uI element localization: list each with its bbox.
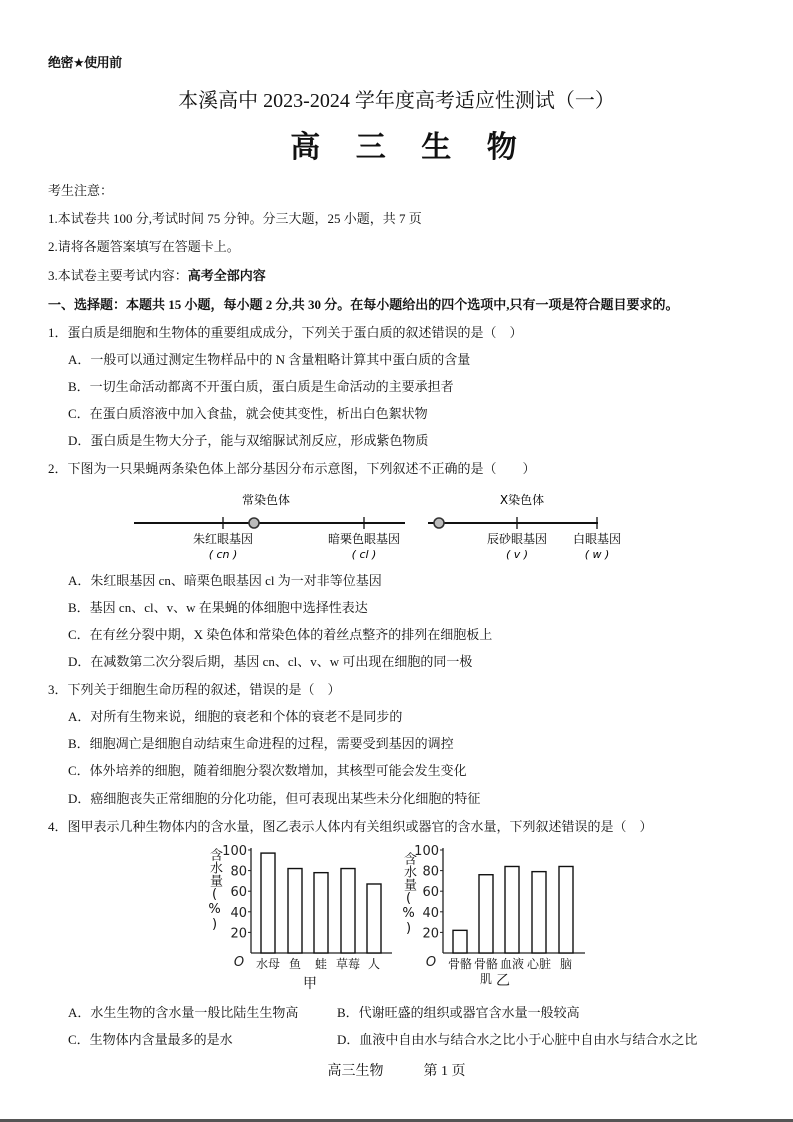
option: A．朱红眼基因 cn、暗栗色眼基因 cl 为一对非等位基因 <box>68 573 382 588</box>
chart-title: 甲 <box>303 976 317 992</box>
subject-title: 高 三 生 物 <box>290 131 531 164</box>
bar <box>479 875 493 953</box>
option: C．在有丝分裂中期，X 染色体和常染色体的着丝点整齐的排列在细胞板上 <box>68 627 493 642</box>
bar-chart-yi-container <box>395 840 595 995</box>
page-footer <box>0 1060 793 1080</box>
x-tick-label: 脑 <box>559 957 573 971</box>
option: C．体外培养的细胞，随着细胞分裂次数增加，其核型可能会发生变化 <box>68 763 467 778</box>
bar <box>505 866 519 953</box>
chart-title: 乙 <box>496 973 510 989</box>
bar <box>288 869 302 953</box>
y-tick-label: 60 <box>422 885 439 901</box>
x-tick-label: 蛙 <box>314 957 328 971</box>
x-tick-label: 血液 <box>499 957 525 971</box>
option: A．一般可以通过测定生物样品中的 N 含量粗略计算其中蛋白质的含量 <box>68 352 471 367</box>
bar-chart-yi <box>395 840 595 995</box>
option: A．对所有生物来说，细胞的衰老和个体的衰老不是同步的 <box>68 709 403 724</box>
x-chromosome-label: X染色体 <box>499 493 545 507</box>
gene-symbol: ( cl ) <box>351 548 377 561</box>
option: B．一切生命活动都离不开蛋白质，蛋白质是生命活动的主要承担者 <box>68 379 454 394</box>
bar <box>367 884 381 953</box>
bar <box>453 930 467 953</box>
section-title: 一、选择题：本题共 15 小题，每小题 2 分,共 30 分。在每小题给出的四个选项中,只有一项是符合题目要求的。 <box>48 297 679 312</box>
bar <box>559 866 573 953</box>
option: A．水生生物的含水量一般比陆生生物高 <box>68 1005 299 1020</box>
notice-item-emphasis: 高考全部内容 <box>187 268 266 283</box>
centromere-icon <box>434 518 444 528</box>
option: B．基因 cn、cl、v、w 在果蝇的体细胞中选择性表达 <box>68 600 368 615</box>
bar <box>532 872 546 953</box>
option: C．在蛋白质溶液中加入食盐，就会使其变性，析出白色絮状物 <box>68 406 428 421</box>
option: B．代谢旺盛的组织或器官含水量一般较高 <box>337 1005 580 1020</box>
exam-title: 本溪高中 2023-2024 学年度高考适应性测试（一） <box>178 90 615 112</box>
gene-name: 辰砂眼基因 <box>486 532 548 546</box>
x-tick-label: 人 <box>367 957 381 971</box>
notice-heading: 考生注意： <box>48 183 114 198</box>
x-tick-label: 草莓 <box>335 957 361 971</box>
y-tick-label: 100 <box>222 844 247 859</box>
y-tick-label: 40 <box>230 905 247 921</box>
gene-name: 暗栗色眼基因 <box>327 532 401 546</box>
footer-page-number: 第 1 页 <box>423 1064 466 1079</box>
y-axis-label: 含水量(%) <box>401 852 416 936</box>
gene-name: 白眼基因 <box>572 532 622 546</box>
option: D．蛋白质是生物大分子，能与双缩脲试剂反应，形成紫色物质 <box>68 433 429 448</box>
confidential-mark: 绝密★使用前 <box>48 56 122 71</box>
option: D．在减数第二次分裂后期，基因 cn、cl、v、w 可出现在细胞的同一极 <box>68 654 473 669</box>
origin-label: O <box>233 955 245 970</box>
y-tick-label: 40 <box>422 905 439 921</box>
centromere-icon <box>249 518 259 528</box>
bar-chart-jia <box>200 840 400 995</box>
autosome-label: 常染色体 <box>241 493 291 507</box>
origin-label: O <box>425 955 437 970</box>
bar <box>314 873 328 953</box>
notice-item: 2.请将各题答案填写在答题卡上。 <box>48 239 240 254</box>
notice-item-prefix: 3.本试卷主要考试内容： <box>48 268 188 283</box>
x-tick-label: 鱼 <box>288 957 302 971</box>
question-stem: 4．图甲表示几种生物体内的含水量，图乙表示人体内有关组织或器官的含水量，下列叙述错误的是（ ） <box>48 819 653 834</box>
gene-symbol: ( w ) <box>584 548 610 561</box>
y-tick-label: 100 <box>414 844 439 859</box>
option: D．血液中自由水与结合水之比小于心脏中自由水与结合水之比 <box>337 1032 698 1047</box>
notice-item: 1.本试卷共 100 分,考试时间 75 分钟。分三大题，25 小题，共 7 页 <box>48 211 422 226</box>
notice-item <box>48 265 266 284</box>
x-tick-label: 心脏 <box>526 957 552 971</box>
y-tick-label: 20 <box>230 926 247 942</box>
y-tick-label: 80 <box>422 864 439 880</box>
bar-chart-jia-container <box>200 840 400 995</box>
question-stem: 1．蛋白质是细胞和生物体的重要组成成分，下列关于蛋白质的叙述错误的是（ ） <box>48 325 523 340</box>
x-tick-label-cont: 肌 <box>479 972 493 986</box>
y-tick-label: 80 <box>230 864 247 880</box>
y-tick-label: 60 <box>230 885 247 901</box>
gene-symbol: ( v ) <box>505 548 529 561</box>
chromosome-diagram <box>120 485 680 565</box>
option: D．癌细胞丧失正常细胞的分化功能，但可表现出某些未分化细胞的特征 <box>68 791 481 806</box>
y-tick-label: 20 <box>422 926 439 942</box>
gene-symbol: ( cn ) <box>208 548 238 561</box>
footer-subject: 高三生物 <box>327 1064 384 1079</box>
gene-name: 朱红眼基因 <box>192 532 254 546</box>
x-tick-label: 水母 <box>255 957 281 971</box>
option: B．细胞凋亡是细胞自动结束生命进程的过程，需要受到基因的调控 <box>68 736 454 751</box>
y-axis-label: 含水量(%) <box>207 848 222 932</box>
bar <box>341 869 355 953</box>
question-stem: 3．下列关于细胞生命历程的叙述，错误的是（ ） <box>48 682 341 697</box>
x-tick-label: 骨骼 <box>473 957 499 971</box>
bar <box>261 853 275 953</box>
option: C．生物体内含量最多的是水 <box>68 1032 233 1047</box>
x-tick-label: 骨骼 <box>447 957 473 971</box>
question-stem: 2．下图为一只果蝇两条染色体上部分基因分布示意图，下列叙述不正确的是（ ） <box>48 461 536 476</box>
